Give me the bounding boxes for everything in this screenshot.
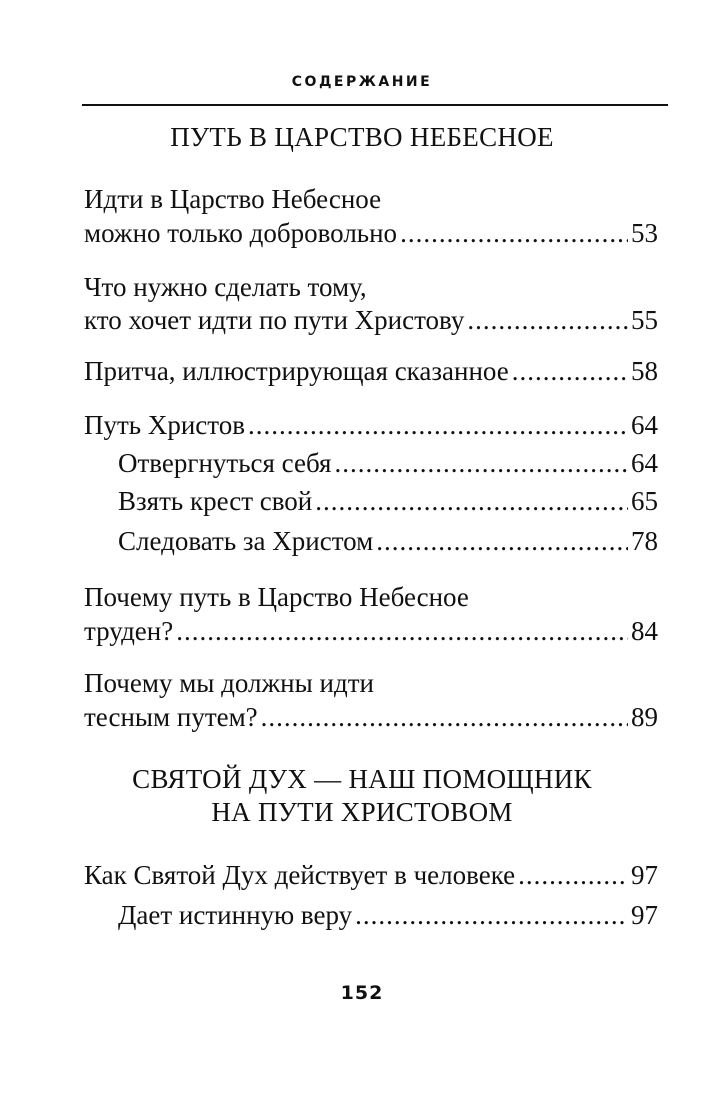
toc-entry-line xyxy=(84,700,658,734)
section-title: СВЯТОЙ ДУХ — НАШ ПОМОЩНИК xyxy=(132,764,592,794)
toc-entry-line xyxy=(84,270,658,304)
toc-page-number: 64 xyxy=(631,448,658,478)
toc-entry-text: Идти в Царство Небесное xyxy=(84,184,382,214)
toc-entry-text: кто хочет идти по пути Христову xyxy=(84,305,465,335)
dot-leader xyxy=(176,614,628,648)
toc-entry-line xyxy=(84,666,658,700)
dot-leader xyxy=(376,524,628,558)
toc-entry-line xyxy=(118,898,658,932)
section-title: ПУТЬ В ЦАРСТВО НЕБЕСНОЕ xyxy=(170,122,554,152)
header-rule xyxy=(82,104,668,106)
toc-entry-line xyxy=(84,580,658,614)
toc-entry-line xyxy=(118,446,658,480)
section-title: НА ПУТИ ХРИСТОВОМ xyxy=(211,797,513,827)
toc-entry-text: Почему мы должны идти xyxy=(84,668,374,698)
toc-entry-text: Взять крест свой xyxy=(118,486,313,516)
toc-entry-line xyxy=(84,858,658,892)
dot-leader xyxy=(334,446,628,480)
toc-entry-text: Путь Христов xyxy=(84,410,245,440)
toc-entry-text: Почему путь в Царство Небесное xyxy=(84,582,469,612)
toc-entry-text: Отвергнуться себя xyxy=(118,448,332,478)
toc-entry-text: Как Святой Дух действует в человеке xyxy=(84,860,516,890)
dot-leader xyxy=(518,858,628,892)
toc-entry-text: Следовать за Христом xyxy=(118,526,374,556)
toc-entry-text: можно только добровольно xyxy=(84,218,398,248)
toc-page-number: 65 xyxy=(631,486,658,516)
dot-leader xyxy=(248,408,628,442)
toc-entry-text: труден? xyxy=(84,616,174,646)
toc-page-number: 78 xyxy=(631,526,658,556)
toc-entry-line xyxy=(118,484,658,518)
running-head: СОДЕРЖАНИЕ xyxy=(291,74,433,90)
toc-page-number: 89 xyxy=(631,702,658,732)
toc-entry-line xyxy=(84,408,658,442)
dot-leader xyxy=(315,484,628,518)
toc-page-number: 64 xyxy=(631,410,658,440)
dot-leader xyxy=(400,216,628,250)
dot-leader xyxy=(512,354,628,388)
dot-leader xyxy=(261,700,628,734)
toc-entry-line xyxy=(84,182,658,216)
dot-leader xyxy=(467,303,628,337)
dot-leader xyxy=(355,898,628,932)
toc-entry-line xyxy=(84,354,658,388)
toc-page-number: 97 xyxy=(631,900,658,930)
toc-page-number: 53 xyxy=(631,218,658,248)
toc-page-number: 97 xyxy=(631,860,658,890)
toc-page-number: 84 xyxy=(631,616,658,646)
toc-entry-text: тесным путем? xyxy=(84,702,258,732)
toc-entry-line xyxy=(84,614,658,648)
toc-entry-text: Дает истинную веру xyxy=(118,900,353,930)
toc-entry-text: Что нужно сделать тому, xyxy=(84,272,367,302)
toc-entry-line xyxy=(84,303,658,337)
toc-entry-text: Притча, иллюстрирующая сказанное xyxy=(84,356,509,386)
toc-entry-line xyxy=(118,524,658,558)
toc-page-number: 55 xyxy=(631,305,658,335)
page-number: 152 xyxy=(340,982,384,1004)
toc-entry-line xyxy=(84,216,658,250)
toc-page-number: 58 xyxy=(631,356,658,386)
